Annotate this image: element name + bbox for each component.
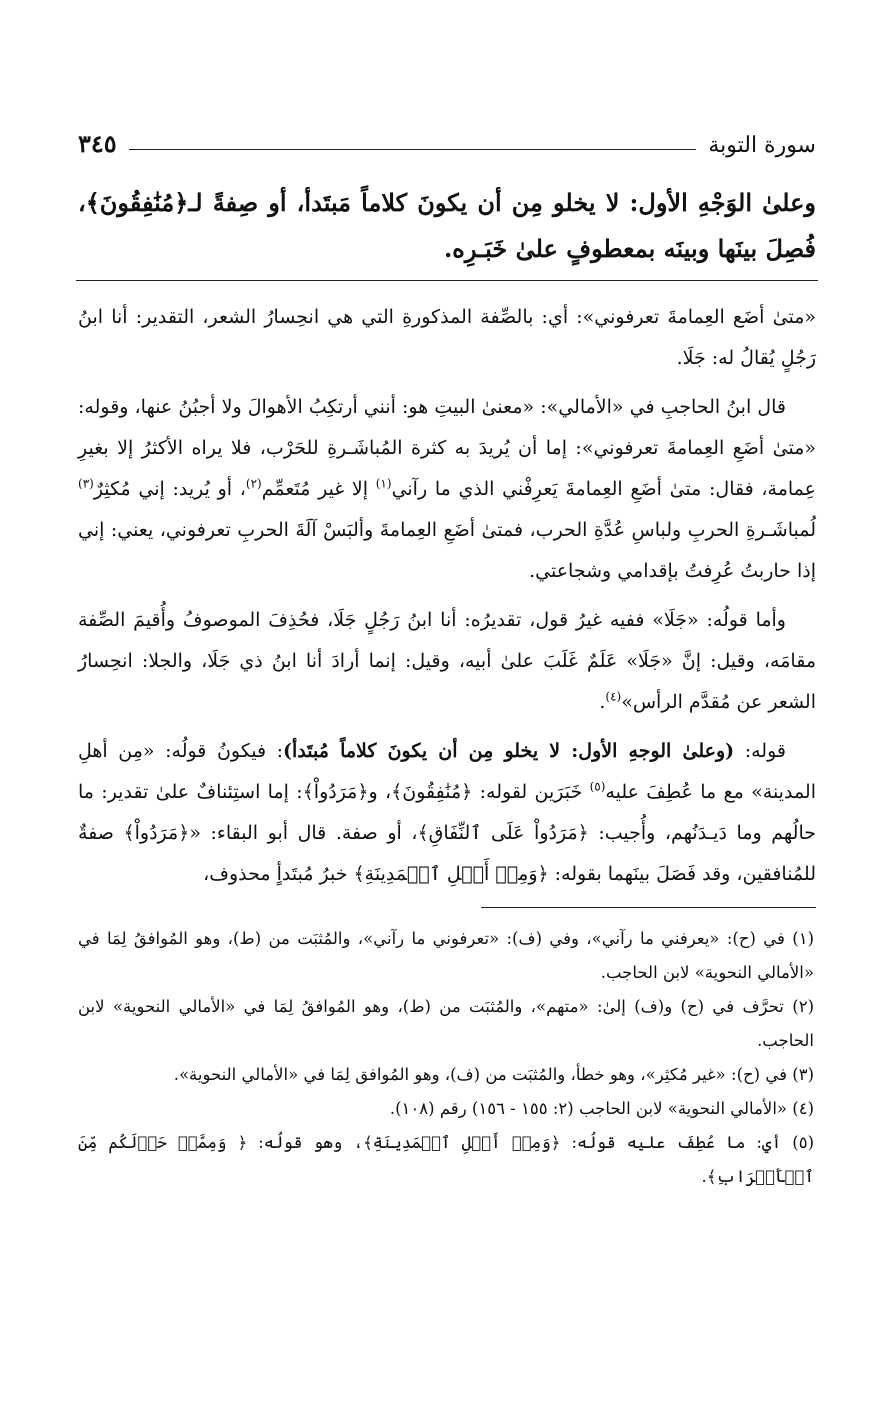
commentary-paragraph-2 bbox=[78, 387, 816, 592]
paragraph-4-text-b: : فيكونُ قولُه: «مِن أهلِ المدينة» مع ما عُطِفَ عليه bbox=[78, 740, 816, 803]
matn-text: وعلىٰ الوَجْهِ الأول: لا يخلو مِن أن يكونَ كلاماً مَبتَدأ، أو صِفةً لـ﴿مُنَٰفِقُونَ﴾، فُصِلَ بينَها وبينَه بمعطوفٍ علىٰ خَبَـرِه. bbox=[78, 188, 816, 263]
footnote-1: (١) في (ح): «يعرفني ما رآني»، وفي (ف): «تعرفوني ما رآني»، والمُثبَت من (ط)، وهو المُوافقُ لِمَا في «الأمالي النحوية» لابن الحاجب. bbox=[78, 929, 814, 982]
page-number: ٣٤٥ bbox=[78, 129, 117, 158]
footnote-ref-2[interactable]: (٢) bbox=[245, 476, 262, 491]
footnote-4: (٤) «الأمالي النحوية» لابن الحاجب (٢: ١٥٥ - ١٥٦) رقم (١٠٨). bbox=[389, 1099, 814, 1118]
paragraph-3-text-b: . bbox=[599, 691, 606, 713]
quoted-matn: (وعلىٰ الوجهِ الأول: لا يخلو مِن أن يكونَ كلاماً مُبتَدأ) bbox=[283, 740, 735, 762]
footnote-2: (٢) تحرَّف في (ح) و(ف) إلىٰ: «متهم»، والمُثبَت من (ط)، وهو المُوافقُ لِمَا في «الأمالي النحوية» لابن الحاجب. bbox=[78, 997, 814, 1050]
surah-name: سورة التوبة bbox=[708, 133, 816, 158]
footnote-3: (٣) في (ح): «غير مُكثِر»، وهو خطأ، والمُثبَت من (ف)، وهو المُوافق لِمَا في «الأمالي النحوية». bbox=[173, 1065, 814, 1084]
paragraph-2-text-d: لُمباشَـرةِ الحربِ ولباسِ عُدَّةِ الحرب، فمتىٰ أضَعِ العِمامةَ وألبَسْ آلَةَ الحربِ تعرفوني، يعني: إني إذا حاربتُ عُرِفتُ بإقدامي وشجاعتي. bbox=[78, 519, 816, 582]
footnote-5: (٥) أي: ما عُطِفَ عليه قولُه: ﴿وَمِنۡ أَهۡلِ ٱلۡمَدِينَةِ﴾، وهو قولُه: ﴿ وَمِمَّنۡ حَوۡلَكُم مِّنَ ٱلۡأَعۡرَابِ﴾. bbox=[78, 1133, 814, 1186]
running-header bbox=[78, 118, 816, 158]
paragraph-2-text-a: قال ابنُ الحاجبِ في «الأمالي»: «معنىٰ البيتِ هو: أنني أرتكِبُ الأهوالَ ولا أجبُنُ عنها، وقوله: «متىٰ أضَعِ العِمامةَ تعرفوني»: إما أن يُريدَ به كثرة المُباشَـرةِ للحَرْب، فلا يراه الأكثرُ إلا بغيرِ عِمامة، فقال: متىٰ أضَعِ العِمامةَ يَعرِفْني الذي ما رآني bbox=[78, 396, 817, 500]
footnotes bbox=[78, 922, 816, 1194]
page bbox=[78, 118, 816, 1194]
footnote-ref-5[interactable]: (٥) bbox=[589, 779, 606, 794]
paragraph-4-text-a: قوله: bbox=[734, 740, 786, 762]
footnote-ref-1[interactable]: (١) bbox=[375, 476, 392, 491]
footnote-ref-4[interactable]: (٤) bbox=[605, 689, 622, 704]
header-rule bbox=[129, 149, 697, 150]
paragraph-3-text-a: وأما قولُه: «جَلَا» ففيه غيرُ قول، تقديرُه: أنا ابنُ رَجُلٍ جَلَا، فحُذِفَ الموصوفُ وأُقيمَ الصِّفة مقامَه، وقيل: إنَّ «جَلَا» عَلَمٌ غَلَبَ علىٰ أبيه، وقيل: إنما أرادَ أنا ابنُ ذي جَلَا، والجلا: انحِسارُ الشعر عن مُقدَّم الرأس» bbox=[78, 609, 816, 713]
paragraph-2-text-b: إلا غير مُتَعمِّم bbox=[261, 478, 376, 500]
footnote-divider bbox=[481, 907, 816, 908]
footnote-ref-3[interactable]: (٣) bbox=[78, 476, 94, 491]
paragraph-2-text-c: ، أو يُريد: إني مُكثِرٌ bbox=[93, 478, 246, 500]
commentary-paragraph-3 bbox=[78, 600, 816, 723]
commentary-paragraph-1: «متىٰ أضَع العِمامةَ تعرفوني»: أي: بالصِّفة المذكورةِ التي هي انحِسارُ الشعر، التقدير: أنا ابنُ رَجُلٍ يُقالُ له: جَلَا. bbox=[78, 306, 816, 369]
commentary-paragraph-4 bbox=[78, 731, 816, 895]
commentary bbox=[78, 297, 816, 895]
paragraph-4-text-c: خَبَرَين لقوله: ﴿مُنَٰفِقُونَ﴾، و﴿مَرَدُواْ﴾: إما استِئنافٌ علىٰ تقدير: ما حالُهم وما دَيـدَنُهم، وأُجيب: ﴿مَرَدُواْ عَلَى ٱلنِّفَاقِ﴾، أو صفة. قال أبو البقاء: «﴿مَرَدُواْ﴾ صفةٌ للمُنافقين، وقد فَصَلَ بينَهما بقوله: ﴿وَمِنۡ أَهۡلِ ٱلۡمَدِينَةِ﴾ خبرُ مُبتَدأٍ محذوف، bbox=[78, 781, 816, 885]
matn-divider bbox=[76, 280, 818, 281]
